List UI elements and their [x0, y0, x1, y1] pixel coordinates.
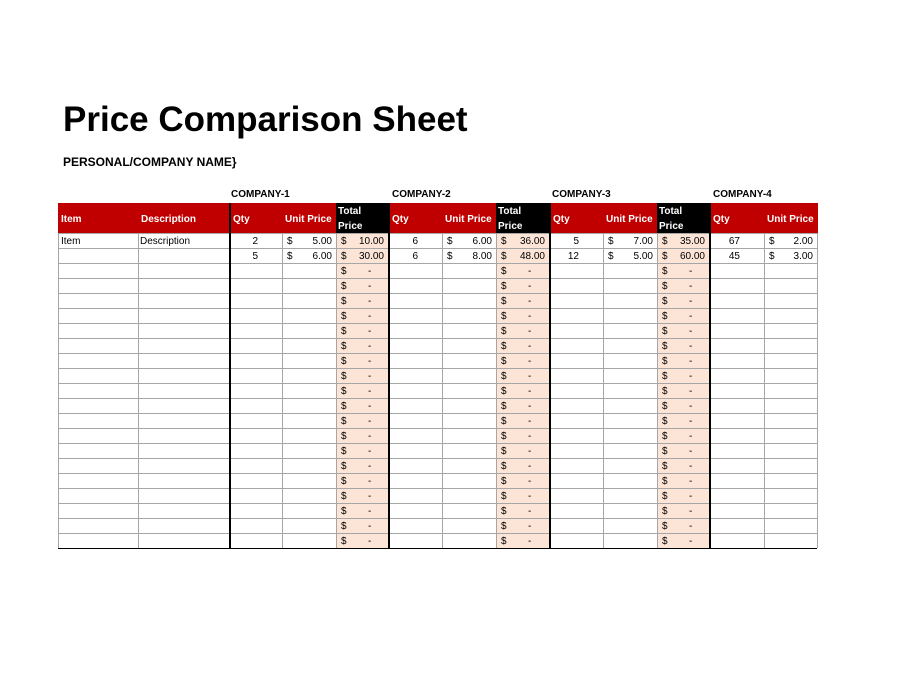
- cell-total-empty: -: [368, 341, 372, 352]
- company-4-label: COMPANY-4: [713, 189, 772, 200]
- cell-total-currency: $: [662, 326, 668, 337]
- cell-total-empty: -: [689, 281, 693, 292]
- company-1-label: COMPANY-1: [231, 189, 290, 200]
- cell-total-currency: $: [501, 416, 507, 427]
- cell-currency: $: [447, 236, 453, 247]
- header-price-3: Price: [659, 221, 684, 232]
- cell-unit-price: 2.00: [793, 236, 813, 247]
- cell-currency: $: [769, 251, 775, 262]
- cell-total-empty: -: [528, 296, 532, 307]
- cell-unit-price: 7.00: [633, 236, 653, 247]
- page-title: Price Comparison Sheet: [63, 100, 468, 139]
- cell-currency: $: [608, 251, 614, 262]
- header-qty-1: Qty: [233, 214, 250, 225]
- cell-total-empty: -: [528, 386, 532, 397]
- cell-total: 36.00: [519, 236, 545, 247]
- cell-total-currency: $: [501, 311, 507, 322]
- header-item: Item: [61, 214, 82, 225]
- cell-total-currency: $: [501, 236, 507, 247]
- header-unit-price-2: Unit Price: [445, 214, 492, 225]
- cell-total-currency: $: [341, 356, 347, 367]
- cell-total-empty: -: [368, 311, 372, 322]
- company-3-label: COMPANY-3: [552, 189, 611, 200]
- cell-total-currency: $: [341, 311, 347, 322]
- cell-total-currency: $: [501, 536, 507, 547]
- cell-unit-price: 5.00: [312, 236, 332, 247]
- cell-total-empty: -: [368, 506, 372, 517]
- cell-total-empty: -: [528, 341, 532, 352]
- cell-total-empty: -: [528, 536, 532, 547]
- cell-total-empty: -: [689, 521, 693, 532]
- cell-total-empty: -: [368, 416, 372, 427]
- cell-total-empty: -: [689, 401, 693, 412]
- header-unit-price-4: Unit Price: [767, 214, 814, 225]
- cell-total-currency: $: [341, 251, 347, 262]
- cell-total-empty: -: [528, 521, 532, 532]
- cell-total-empty: -: [528, 326, 532, 337]
- cell-total-currency: $: [501, 386, 507, 397]
- cell-total-currency: $: [501, 506, 507, 517]
- header-edge: [817, 203, 818, 233]
- cell-total-currency: $: [662, 491, 668, 502]
- cell-currency: $: [287, 251, 293, 262]
- cell-unit-price: 3.00: [793, 251, 813, 262]
- cell-total-empty: -: [528, 446, 532, 457]
- cell-total-empty: -: [368, 386, 372, 397]
- cell-total-empty: -: [368, 446, 372, 457]
- cell-total-currency: $: [501, 266, 507, 277]
- header-price-1: Price: [338, 221, 363, 232]
- cell-total-currency: $: [501, 251, 507, 262]
- header-unit-price-1: Unit Price: [285, 214, 332, 225]
- cell-total-empty: -: [368, 266, 372, 277]
- header-qty-4: Qty: [713, 214, 730, 225]
- cell-total-currency: $: [662, 506, 668, 517]
- cell-total-currency: $: [501, 446, 507, 457]
- cell-total-empty: -: [368, 521, 372, 532]
- cell-total-empty: -: [689, 356, 693, 367]
- cell-total-currency: $: [501, 296, 507, 307]
- cell-total-empty: -: [689, 371, 693, 382]
- cell-total: 35.00: [679, 236, 705, 247]
- cell-unit-price: 8.00: [472, 251, 492, 262]
- cell-qty: 12: [567, 251, 579, 262]
- cell-qty: 2: [252, 236, 258, 247]
- cell-total-empty: -: [689, 506, 693, 517]
- header-price-2: Price: [498, 221, 523, 232]
- cell-total-currency: $: [662, 461, 668, 472]
- cell-total-empty: -: [689, 431, 693, 442]
- cell-total-empty: -: [368, 461, 372, 472]
- cell-total-currency: $: [662, 311, 668, 322]
- cell-total-empty: -: [689, 341, 693, 352]
- cell-total-currency: $: [341, 416, 347, 427]
- cell-total-currency: $: [662, 296, 668, 307]
- cell-total-empty: -: [368, 356, 372, 367]
- cell-total-currency: $: [341, 521, 347, 532]
- cell-total-empty: -: [528, 281, 532, 292]
- cell-total-empty: -: [689, 311, 693, 322]
- header-qty-2: Qty: [392, 214, 409, 225]
- cell-total-currency: $: [341, 386, 347, 397]
- cell-total-currency: $: [662, 476, 668, 487]
- cell-total-currency: $: [341, 506, 347, 517]
- cell-total-empty: -: [689, 461, 693, 472]
- cell-total-currency: $: [662, 341, 668, 352]
- cell-total-currency: $: [501, 356, 507, 367]
- cell-total: 60.00: [679, 251, 705, 262]
- cell-total-currency: $: [501, 491, 507, 502]
- cell-total-empty: -: [528, 401, 532, 412]
- cell-unit-price: 6.00: [312, 251, 332, 262]
- header-unit-price-3: Unit Price: [606, 214, 653, 225]
- cell-total-currency: $: [341, 281, 347, 292]
- cell-item: Item: [61, 236, 81, 247]
- cell-total-currency: $: [501, 371, 507, 382]
- cell-qty: 5: [252, 251, 258, 262]
- cell-total-currency: $: [662, 266, 668, 277]
- cell-total-empty: -: [368, 491, 372, 502]
- cell-total-empty: -: [689, 296, 693, 307]
- header-total-1: Total: [338, 206, 362, 217]
- cell-total-empty: -: [689, 536, 693, 547]
- cell-total-currency: $: [341, 296, 347, 307]
- cell-unit-price: 6.00: [472, 236, 492, 247]
- cell-total-empty: -: [689, 491, 693, 502]
- cell-total-currency: $: [662, 386, 668, 397]
- cell-total: 30.00: [358, 251, 384, 262]
- cell-qty: 45: [728, 251, 740, 262]
- header-qty-3: Qty: [553, 214, 570, 225]
- cell-total-currency: $: [341, 341, 347, 352]
- cell-total-currency: $: [341, 401, 347, 412]
- cell-total-empty: -: [368, 401, 372, 412]
- cell-total-empty: -: [528, 266, 532, 277]
- cell-currency: $: [608, 236, 614, 247]
- cell-currency: $: [447, 251, 453, 262]
- cell-total-empty: -: [368, 476, 372, 487]
- cell-total-currency: $: [662, 431, 668, 442]
- cell-total-currency: $: [341, 431, 347, 442]
- cell-total-currency: $: [662, 371, 668, 382]
- cell-total-empty: -: [368, 431, 372, 442]
- cell-total-currency: $: [501, 431, 507, 442]
- cell-unit-price: 5.00: [633, 251, 653, 262]
- cell-total-empty: -: [689, 386, 693, 397]
- company-name-label: PERSONAL/COMPANY NAME}: [63, 155, 237, 169]
- cell-total-currency: $: [501, 521, 507, 532]
- company-2-label: COMPANY-2: [392, 189, 451, 200]
- cell-total-empty: -: [528, 461, 532, 472]
- cell-description: Description: [140, 236, 191, 247]
- cell-currency: $: [769, 236, 775, 247]
- cell-total-empty: -: [528, 311, 532, 322]
- cell-total-empty: -: [528, 506, 532, 517]
- cell-total-currency: $: [341, 446, 347, 457]
- cell-total-empty: -: [368, 326, 372, 337]
- cell-total-empty: -: [368, 296, 372, 307]
- cell-total-currency: $: [501, 281, 507, 292]
- cell-qty: 6: [412, 236, 418, 247]
- cell-total-currency: $: [501, 401, 507, 412]
- cell-total-empty: -: [528, 431, 532, 442]
- cell-total-empty: -: [368, 536, 372, 547]
- cell-total-currency: $: [501, 461, 507, 472]
- cell-total-currency: $: [662, 356, 668, 367]
- cell-total-empty: -: [528, 416, 532, 427]
- cell-total-currency: $: [662, 536, 668, 547]
- cell-total-currency: $: [501, 326, 507, 337]
- cell-total-currency: $: [501, 476, 507, 487]
- cell-total: 10.00: [358, 236, 384, 247]
- cell-total-empty: -: [689, 476, 693, 487]
- cell-qty: 5: [573, 236, 579, 247]
- cell-total-currency: $: [341, 266, 347, 277]
- cell-total-empty: -: [689, 266, 693, 277]
- cell-total-currency: $: [662, 521, 668, 532]
- cell-total-empty: -: [689, 446, 693, 457]
- cell-total-currency: $: [341, 371, 347, 382]
- cell-total-currency: $: [662, 416, 668, 427]
- header-description: Description: [141, 214, 197, 225]
- cell-total-empty: -: [528, 371, 532, 382]
- cell-total-currency: $: [341, 476, 347, 487]
- cell-total-currency: $: [501, 341, 507, 352]
- cell-total-empty: -: [689, 326, 693, 337]
- cell-total-currency: $: [662, 281, 668, 292]
- cell-total-currency: $: [341, 491, 347, 502]
- cell-total-currency: $: [662, 236, 668, 247]
- header-total-2: Total: [498, 206, 522, 217]
- cell-qty: 67: [728, 236, 740, 247]
- cell-total-currency: $: [341, 236, 347, 247]
- cell-total-currency: $: [341, 461, 347, 472]
- cell-total-currency: $: [662, 251, 668, 262]
- cell-total-currency: $: [662, 446, 668, 457]
- cell-qty: 6: [412, 251, 418, 262]
- header-total-3: Total: [659, 206, 683, 217]
- cell-total-empty: -: [528, 356, 532, 367]
- cell-total-empty: -: [689, 416, 693, 427]
- cell-total-empty: -: [368, 281, 372, 292]
- cell-total-empty: -: [368, 371, 372, 382]
- cell-total-currency: $: [662, 401, 668, 412]
- cell-total-currency: $: [341, 536, 347, 547]
- cell-total-empty: -: [528, 491, 532, 502]
- cell-currency: $: [287, 236, 293, 247]
- cell-total-currency: $: [341, 326, 347, 337]
- cell-total: 48.00: [519, 251, 545, 262]
- cell-total-empty: -: [528, 476, 532, 487]
